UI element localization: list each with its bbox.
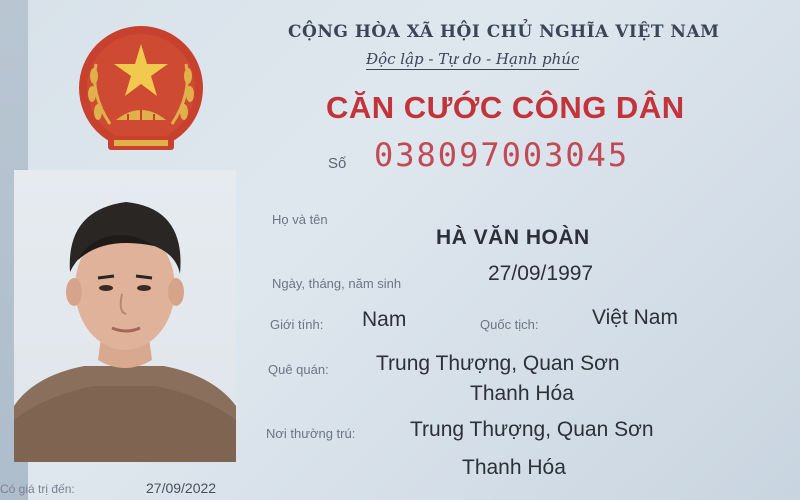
residence-label: Nơi thường trú: [266, 426, 356, 441]
hometown-line2: Thanh Hóa [470, 382, 574, 405]
dob-label: Ngày, tháng, năm sinh [272, 276, 402, 291]
sex-value: Nam [362, 308, 407, 331]
name-label: Họ và tên [272, 212, 328, 227]
sex-label: Giới tính: [270, 317, 324, 332]
expiry-date: 27/09/2022 [146, 480, 217, 496]
hometown-line1: Trung Thượng, Quan Sơn [376, 352, 620, 375]
full-name: HÀ VĂN HOÀN [436, 226, 590, 249]
country-name: CỘNG HÒA XÃ HỘI CHỦ NGHĨA VIỆT NAM [288, 22, 720, 42]
nationality-label: Quốc tịch: [480, 317, 539, 332]
hometown-label: Quê quán: [268, 362, 329, 377]
card-title: CĂN CƯỚC CÔNG DÂN [326, 90, 685, 125]
expiry-label: Có giá trị đến: [0, 482, 75, 496]
residence-line1: Trung Thượng, Quan Sơn [410, 418, 654, 441]
number-label: Số [328, 155, 347, 172]
national-emblem-icon [70, 24, 212, 164]
id-number: 038097003045 [374, 136, 630, 174]
person-portrait-icon [14, 170, 236, 462]
national-motto: Độc lập - Tự do - Hạnh phúc [366, 50, 580, 68]
nationality-value: Việt Nam [592, 306, 678, 329]
date-of-birth: 27/09/1997 [488, 262, 594, 285]
portrait-photo [14, 170, 236, 462]
residence-line2: Thanh Hóa [462, 456, 566, 479]
